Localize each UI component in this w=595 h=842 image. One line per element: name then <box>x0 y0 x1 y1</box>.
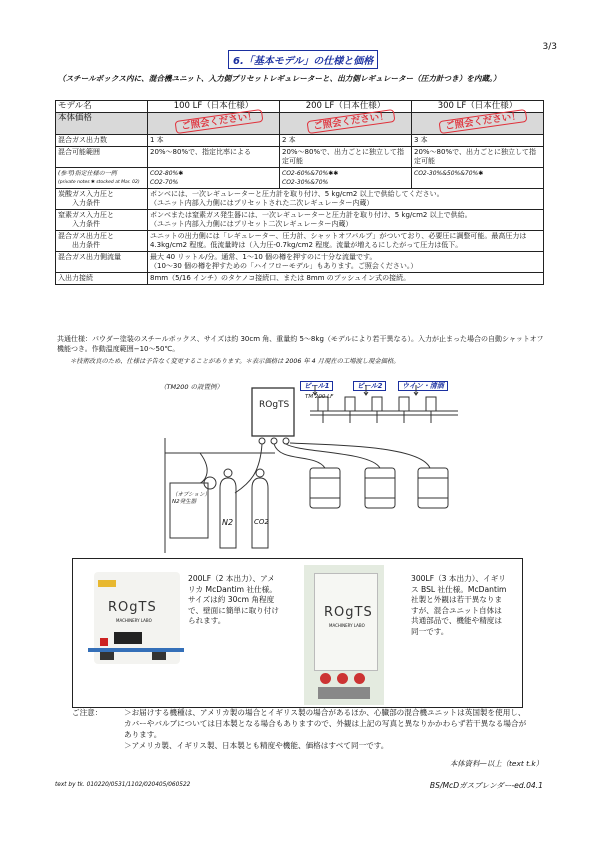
photo-sub: MACHINERY LABO <box>329 623 365 628</box>
price-stamp: ご照会ください！ <box>439 109 528 134</box>
photo-brand: ROgTS <box>324 605 373 620</box>
table-cell: 1 本 <box>148 135 280 147</box>
table-cell: 8mm（5/16 インチ）のタケノコ接続口、または 8mm のプッシュイン式の接続。 <box>148 273 544 285</box>
table-cell: CO2-80%✱ CO2-70% <box>148 168 280 189</box>
section-title: 6.「基本モデル」の仕様と価格 <box>228 50 378 69</box>
diagram-label-generator: （オプション）N2発生器 <box>172 492 208 505</box>
row-label: 窒素ガス入力圧と 入力条件 <box>56 210 148 231</box>
price-note: ＊技術改良のため、仕様は予告なく変更することがあります。＊表示価格は 2006 年 4 月現在の工場渡し現金価格。 <box>70 358 400 365</box>
tag-beer2: ビール2 <box>353 381 386 391</box>
caution-line: ＞お届けする機種は、アメリカ製の場合とイギリス製の場合があるほか、心臓部の混合機ユニットは英国製を使用し、カバーやバルブについては日本製となる場合もありますので、外観は上記の写真と異なりかかわらず若干異なる場合があります。 <box>124 708 527 739</box>
model-label: モデル名 <box>56 101 148 113</box>
row-label: 入出力接続 <box>56 273 148 285</box>
tag-beer1: ビール1 <box>300 381 333 391</box>
row-label: 炭酸ガス入力圧と 入力条件 <box>56 189 148 210</box>
table-cell: CO2-60%&70%✱✱ CO2-30%&70% <box>280 168 412 189</box>
diagram-label-n2: N2 <box>222 518 234 527</box>
row-label: 混合ガス出力側流量 <box>56 252 148 273</box>
blender-box <box>252 388 294 436</box>
caution-block <box>72 707 532 751</box>
tag-wine: ウイン・清酒 <box>398 381 448 391</box>
photo-caption-300lf: 300LF（3 本出力）、イギリス BSL 社仕様。McDantim 社製と外観は若干異なりますが、混合ユニット自体は共通部品で、機能や精度は同一です。 <box>411 574 507 636</box>
table-cell: 3 本 <box>412 135 544 147</box>
photo-300lf <box>304 565 384 705</box>
gas-cylinders <box>220 469 268 548</box>
price-label: 本体価格 <box>56 113 148 135</box>
footer-doc-id: BS/McDガスブレンダー-ed.04.1 <box>429 781 543 790</box>
table-cell: ボンベには、一次レギュレーターと圧力計を取り付け、5 kg/cm2 以上で供給してください。 （ユニット内部入力側にはプリセットされた二次レギュレーター内蔵） <box>148 189 544 210</box>
photo-caption-200lf: 200LF（2 本出力）、アメリカ McDantim 社仕様。サイズは約 30cm 角程度で、壁面に簡単に取り付けられます。 <box>188 574 279 625</box>
diagram-label-model: TM 200 LF <box>305 394 334 400</box>
table-cell: ユニットの出力側には「レギュレーター、圧力計、シャットオフバルブ」がついており、必要圧に調整可能。最高圧力は 4.3kg/cm2 程度。低流量時は（入力圧-0.7kg/cm2 程度。流量が増えるにしたがって圧力は低下。 <box>148 231 544 252</box>
price-stamp: ご照会ください！ <box>175 109 264 134</box>
model-300lf: 300 LF（日本仕様） <box>412 101 544 113</box>
row-label: 混合ガス出力数 <box>56 135 148 147</box>
table-cell: 20%〜80%で、指定比率による <box>148 147 280 168</box>
spec-table <box>55 100 544 285</box>
row-label: 混合ガス出力圧と 出力条件 <box>56 231 148 252</box>
section-subtitle: （スチールボックス内に、混合機ユニット、入力側プリセットレギュレーターと、出力側レギュレーター（圧力計つき）を内蔵。） <box>58 74 501 83</box>
caution-line: ＞アメリカ製、イギリス製、日本製とも精度や機能、価格はすべて同一です。 <box>124 741 389 750</box>
diagram-label-co2: CO2 <box>254 518 269 526</box>
table-cell: 最大 40 リットル/分。通常、1〜10 個の樽を押すのに十分な流量です。 （10〜30 個の樽を押すための「ハイフローモデル」もあります。ご照会ください。） <box>148 252 544 273</box>
diagram-label-example: （TM200 の設置例） <box>160 383 224 391</box>
caution-label: ご注意： <box>72 708 103 717</box>
page-number: 3/3 <box>542 42 557 52</box>
table-cell: ボンベまたは窒素ガス発生器には、一次レギュレーターと圧力計を取り付け、5 kg/cm2 以上で供給。 （ユニット内部入力側にはプリセット二次レギュレーター内蔵） <box>148 210 544 231</box>
footer-credits: text by tk. 010220/0531/1102/020405/060522 <box>55 782 191 788</box>
photo-sub: MACHINERY LABO <box>116 618 152 623</box>
table-cell: 2 本 <box>280 135 412 147</box>
price-stamp: ご照会ください！ <box>307 109 396 134</box>
model-100lf: 100 LF（日本仕様） <box>148 101 280 113</box>
model-200lf: 200 LF（日本仕様） <box>280 101 412 113</box>
dispenser-taps <box>318 397 436 423</box>
photo-200lf <box>94 572 180 664</box>
installation-diagram <box>140 383 470 553</box>
box-logo: ROgTS <box>259 400 290 410</box>
table-cell: 20%〜80%で、出力ごとに独立して指定可能 <box>280 147 412 168</box>
row-label: (参考)指定仕様の一例 <box>58 170 117 177</box>
table-cell: CO2-30%&50%&70%✱ <box>412 168 544 189</box>
table-cell: 20%〜80%で、出力ごとに独立して指定可能 <box>412 147 544 168</box>
common-spec: 共通仕様：パウダー塗装のスチールボックス、サイズは約 30cm 角、重量約 5〜8kg（モデルにより若干異なる）。入力が止まった場合の自動シャットオフ機能つき。作動温度範囲−10〜50℃。 <box>57 335 544 353</box>
end-note: 本体資料—以上（text t.k） <box>449 759 543 768</box>
row-sublabel: (private notes ✱ stocked at Mar. 02) <box>58 180 140 185</box>
photo-brand: ROgTS <box>108 600 157 615</box>
kegs <box>310 468 448 508</box>
row-label: 混合可能範囲 <box>56 147 148 168</box>
